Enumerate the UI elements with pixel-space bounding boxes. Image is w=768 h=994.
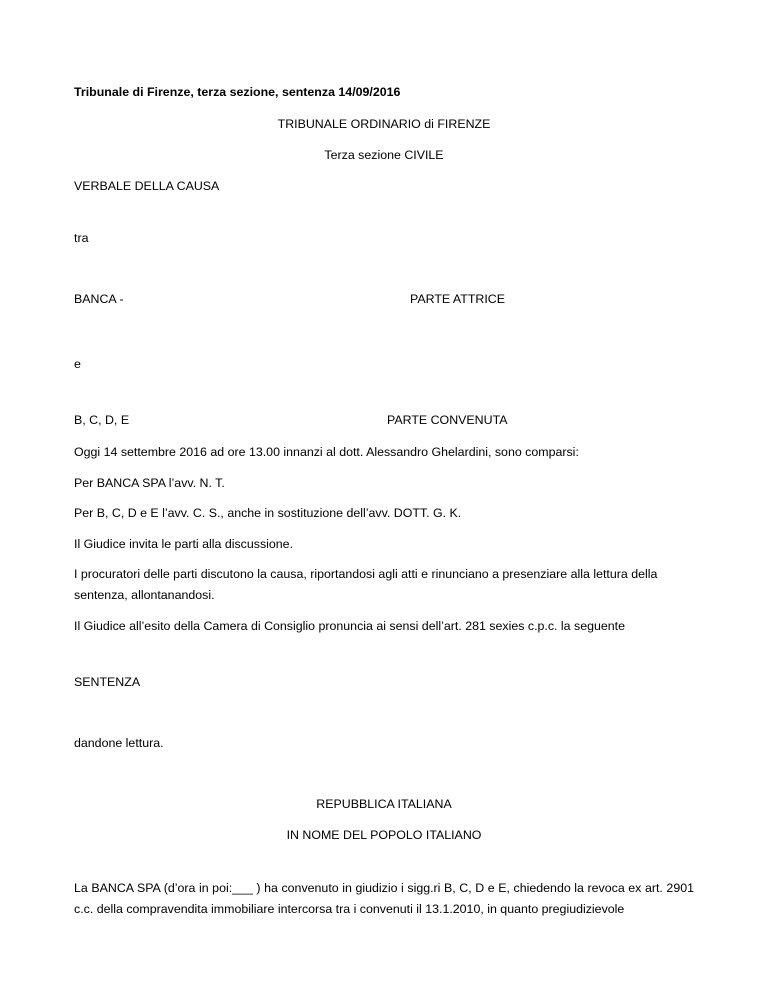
paragraph-camera: Il Giudice all’esito della Camera di Consiglio pronuncia ai sensi dell’art. 281 sexies c.p.c. la seguente	[74, 619, 625, 633]
paragraph-per-bcde: Per B, C, D e E l’avv. C. S., anche in sostituzione dell’avv. DOTT. G. K.	[74, 506, 462, 520]
verbale-title: VERBALE DELLA CAUSA	[74, 179, 220, 193]
paragraph-invita: Il Giudice invita le parti alla discussione.	[74, 537, 294, 551]
party-convenuta-name: B, C, D, E	[74, 413, 130, 427]
document-heading: Tribunale di Firenze, terza sezione, sentenza 14/09/2016	[74, 85, 401, 99]
nome-popolo-italiano: IN NOME DEL POPOLO ITALIANO	[286, 828, 482, 842]
tra-word: tra	[74, 231, 89, 245]
paragraph-procuratori: I procuratori delle parti discutono la causa, riportandosi agli atti e rinunciano a presenziare alla lettura della sentenza, allontanandosi.	[74, 567, 658, 602]
court-name: TRIBUNALE ORDINARIO di FIRENZE	[277, 117, 491, 131]
paragraph-oggi: Oggi 14 settembre 2016 ad ore 13.00 innanzi al dott. Alessandro Ghelardini, sono comparsi:	[74, 445, 579, 459]
repubblica-italiana: REPUBBLICA ITALIANA	[316, 797, 452, 811]
e-word: e	[74, 357, 81, 371]
party-attrice-name: BANCA -	[74, 292, 124, 306]
sentenza-title: SENTENZA	[74, 675, 141, 689]
party-attrice-role: PARTE ATTRICE	[410, 292, 506, 306]
paragraph-banca-spa: La BANCA SPA (d’ora in poi:___ ) ha convenuto in giudizio i sigg.ri B, C, D e E, chiedendo la revoca ex art. 2901 c.c. della compravendita immobiliare intercorsa tra i convenuti il 13.1.2010, in quanto pregiudizievole	[74, 881, 694, 916]
dandone-lettura: dandone lettura.	[74, 736, 164, 750]
court-section: Terza sezione CIVILE	[324, 148, 444, 162]
paragraph-per-banca: Per BANCA SPA l’avv. N. T.	[74, 476, 225, 490]
party-convenuta-role: PARTE CONVENUTA	[387, 413, 508, 427]
